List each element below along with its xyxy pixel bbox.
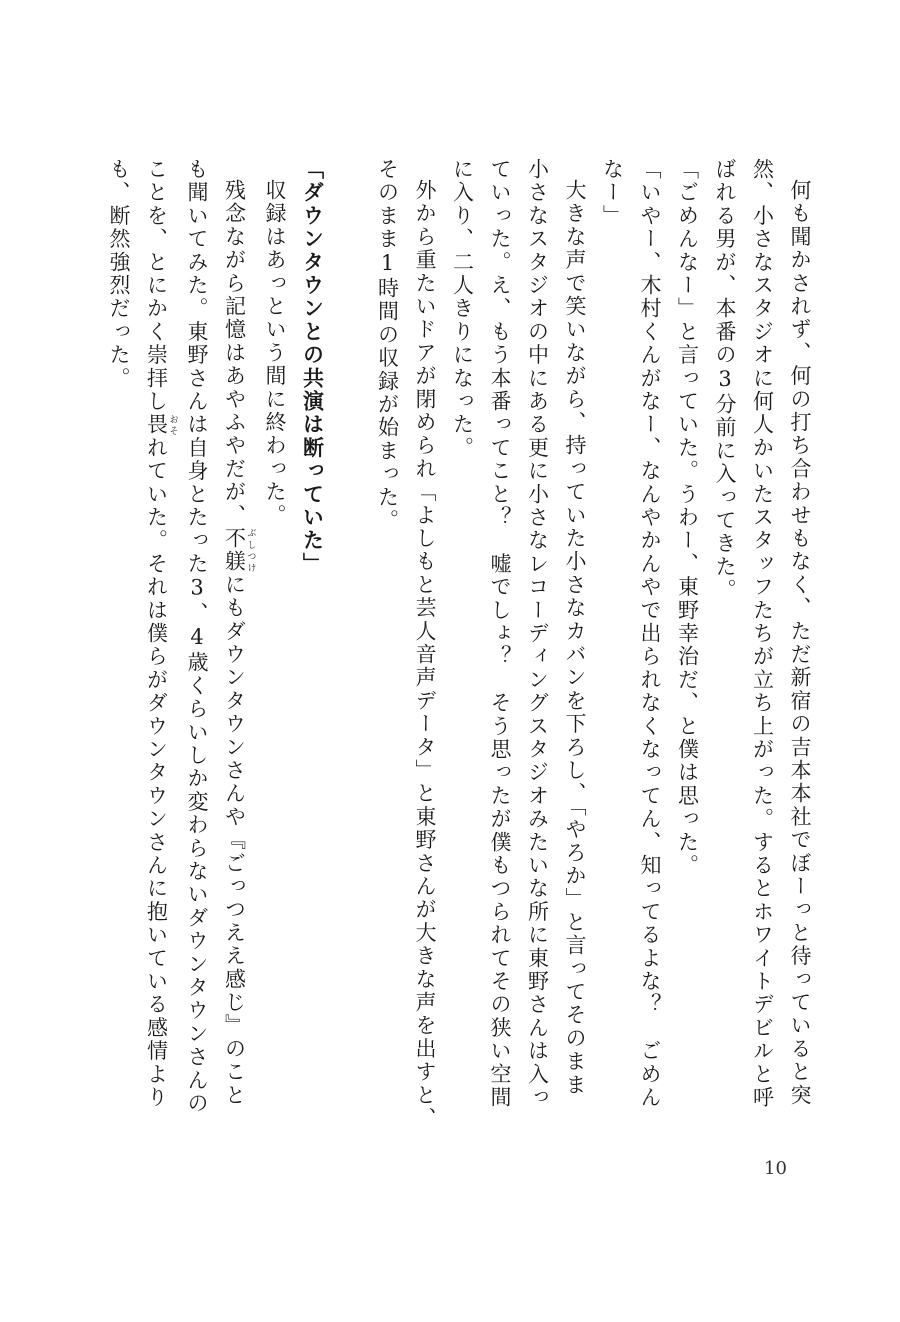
text-segment: ことを、とにかく崇拝し — [144, 158, 169, 414]
text-line: 外から重たいドアが閉められ「よしもと芸人音声データ」と東野さんが大きな声を出すと、 — [413, 179, 437, 1131]
text-line: ていった。え、もう本番ってこと？ 嘘でしょ？ そう思ったが僕もつられてその狭い空間 — [488, 158, 512, 1110]
page-number: 10 — [764, 1158, 787, 1179]
ruby-base: 畏 — [144, 413, 169, 437]
text-segment: れていた。それは僕らがダウンタウンさんに抱いている感情より — [144, 436, 169, 1110]
text-line: に入り、二人きりになった。 — [450, 158, 475, 460]
text-segment: にもダウンタウンさんや『ごっつええ感じ』のこと — [222, 573, 247, 1108]
ruby-word — [222, 527, 256, 574]
section-heading: 「ダウンタウンとの共演は断っていた」 — [300, 158, 325, 576]
ruby-base: 不躾 — [222, 527, 247, 574]
body-text-vertical — [78, 158, 818, 1131]
ruby-word — [144, 413, 178, 437]
text-line: も聞いてみた。東野さんは自身とたった3、4歳くらいしか変わらないダウンタウンさんの — [185, 158, 209, 1116]
text-line: 収録はあっという間に終わった。 — [263, 179, 287, 527]
text-line: 然、小さなスタジオに何人かいたスタッフたちが立ち上がった。するとホワイトデビルと呼 — [750, 158, 775, 1110]
text-line: 大きな声で笑いながら、持っていた小さなカバンを下ろし、「やろか」と言ってそのまま — [563, 179, 587, 1097]
text-segment: 残念ながら記憶はあやふやだが、 — [222, 179, 247, 527]
text-line: 「ごめんなー」と言っていた。うわー、東野幸治だ、と僕は思った。 — [675, 158, 700, 878]
text-line — [137, 158, 178, 1118]
text-line: そのまま1時間の収録が始まった。 — [375, 158, 400, 533]
text-line: 何も聞かされず、何の打ち合わせもなく、ただ新宿の吉本本社でぼーっと待っていると突 — [788, 179, 812, 1107]
text-line: 「いやー、木村くんがなー、なんやかんやで出られなくなってん、知ってるよな？ ごめん — [638, 158, 662, 1110]
text-line: ばれる男が、本番の3分前に入ってきた。 — [713, 158, 737, 602]
text-line: も、断然強烈だった。 — [107, 158, 131, 390]
text-line — [215, 158, 256, 1118]
ruby-reading: ぶしつけ — [245, 527, 256, 574]
text-line: 小さなスタジオの中にある更に小さなレコーディングスタジオみたいな所に東野さんは入っ — [525, 158, 550, 1110]
ruby-reading: おそ — [167, 413, 178, 437]
text-line: なー」 — [600, 158, 625, 228]
